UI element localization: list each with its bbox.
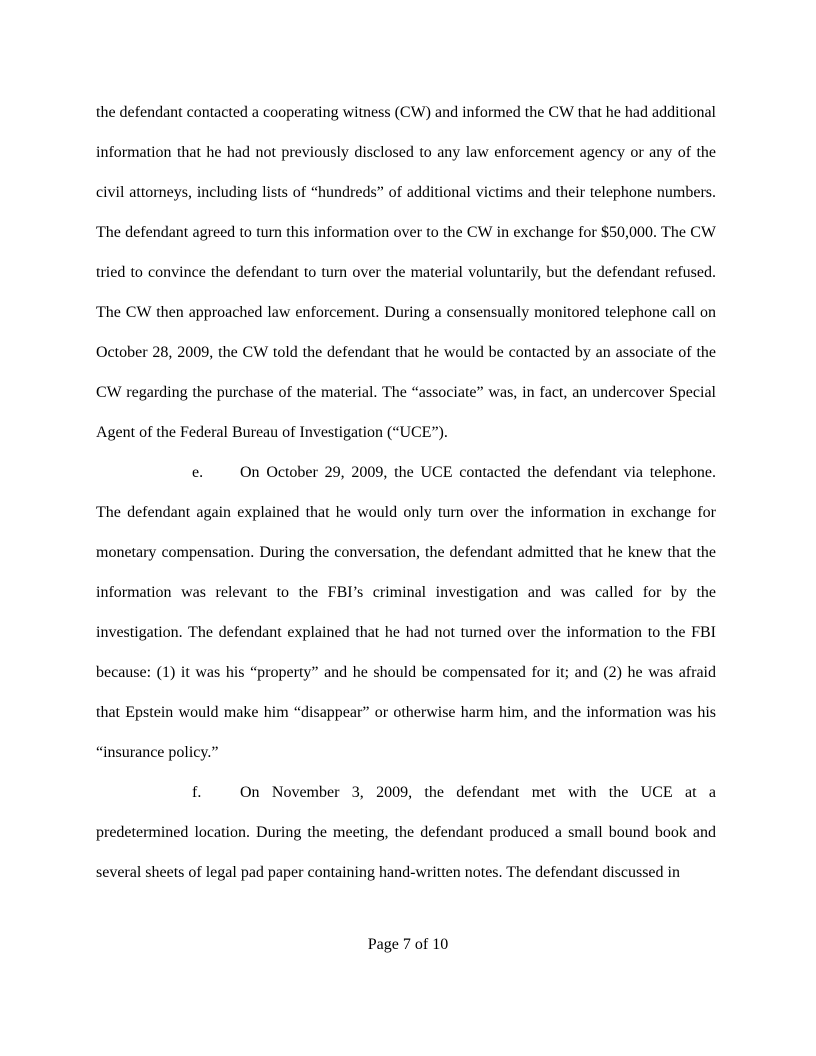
document-body [96,93,716,893]
item-label-f: f. [192,784,202,801]
paragraph-item-f [96,773,716,893]
continued-paragraph: the defendant contacted a cooperating witness (CW) and informed the CW that he had additional information that he had not previously disclosed to any law enforcement agency or any of the civil attorneys, including lists of “hundreds” of additional victims and their telephone numbers. The defendant agreed to turn this information over to the CW in exchange for $50,000. The CW tried to convince the defendant to turn over the material voluntarily, but the defendant refused. The CW then approached law enforcement. During a consensually monitored telephone call on October 28, 2009, the CW told the defendant that he would be contacted by an associate of the CW regarding the purchase of the material. The “associate” was, in fact, an undercover Special Agent of the Federal Bureau of Investigation (“UCE”). [96,104,716,441]
item-label-e: e. [192,464,204,481]
paragraph-item-e [96,453,716,773]
item-text-f: On November 3, 2009, the defendant met with the UCE at a predetermined location. During the meeting, the defendant produced a small bound book and several sheets of legal pad paper containing hand-written notes. The defendant discussed in [96,784,716,881]
item-text-e: On October 29, 2009, the UCE contacted the defendant via telephone. The defendant again explained that he would only turn over the information in exchange for monetary compensation. During the conversation, the defendant admitted that he knew that the information was relevant to the FBI’s criminal investigation and was called for by the investigation. The defendant explained that he had not turned over the information to the FBI because: (1) it was his “property” and he should be compensated for it; and (2) he was afraid that Epstein would make him “disappear” or otherwise harm him, and the information was his “insurance policy.” [96,464,716,761]
page-number-footer: Page 7 of 10 [367,936,449,953]
